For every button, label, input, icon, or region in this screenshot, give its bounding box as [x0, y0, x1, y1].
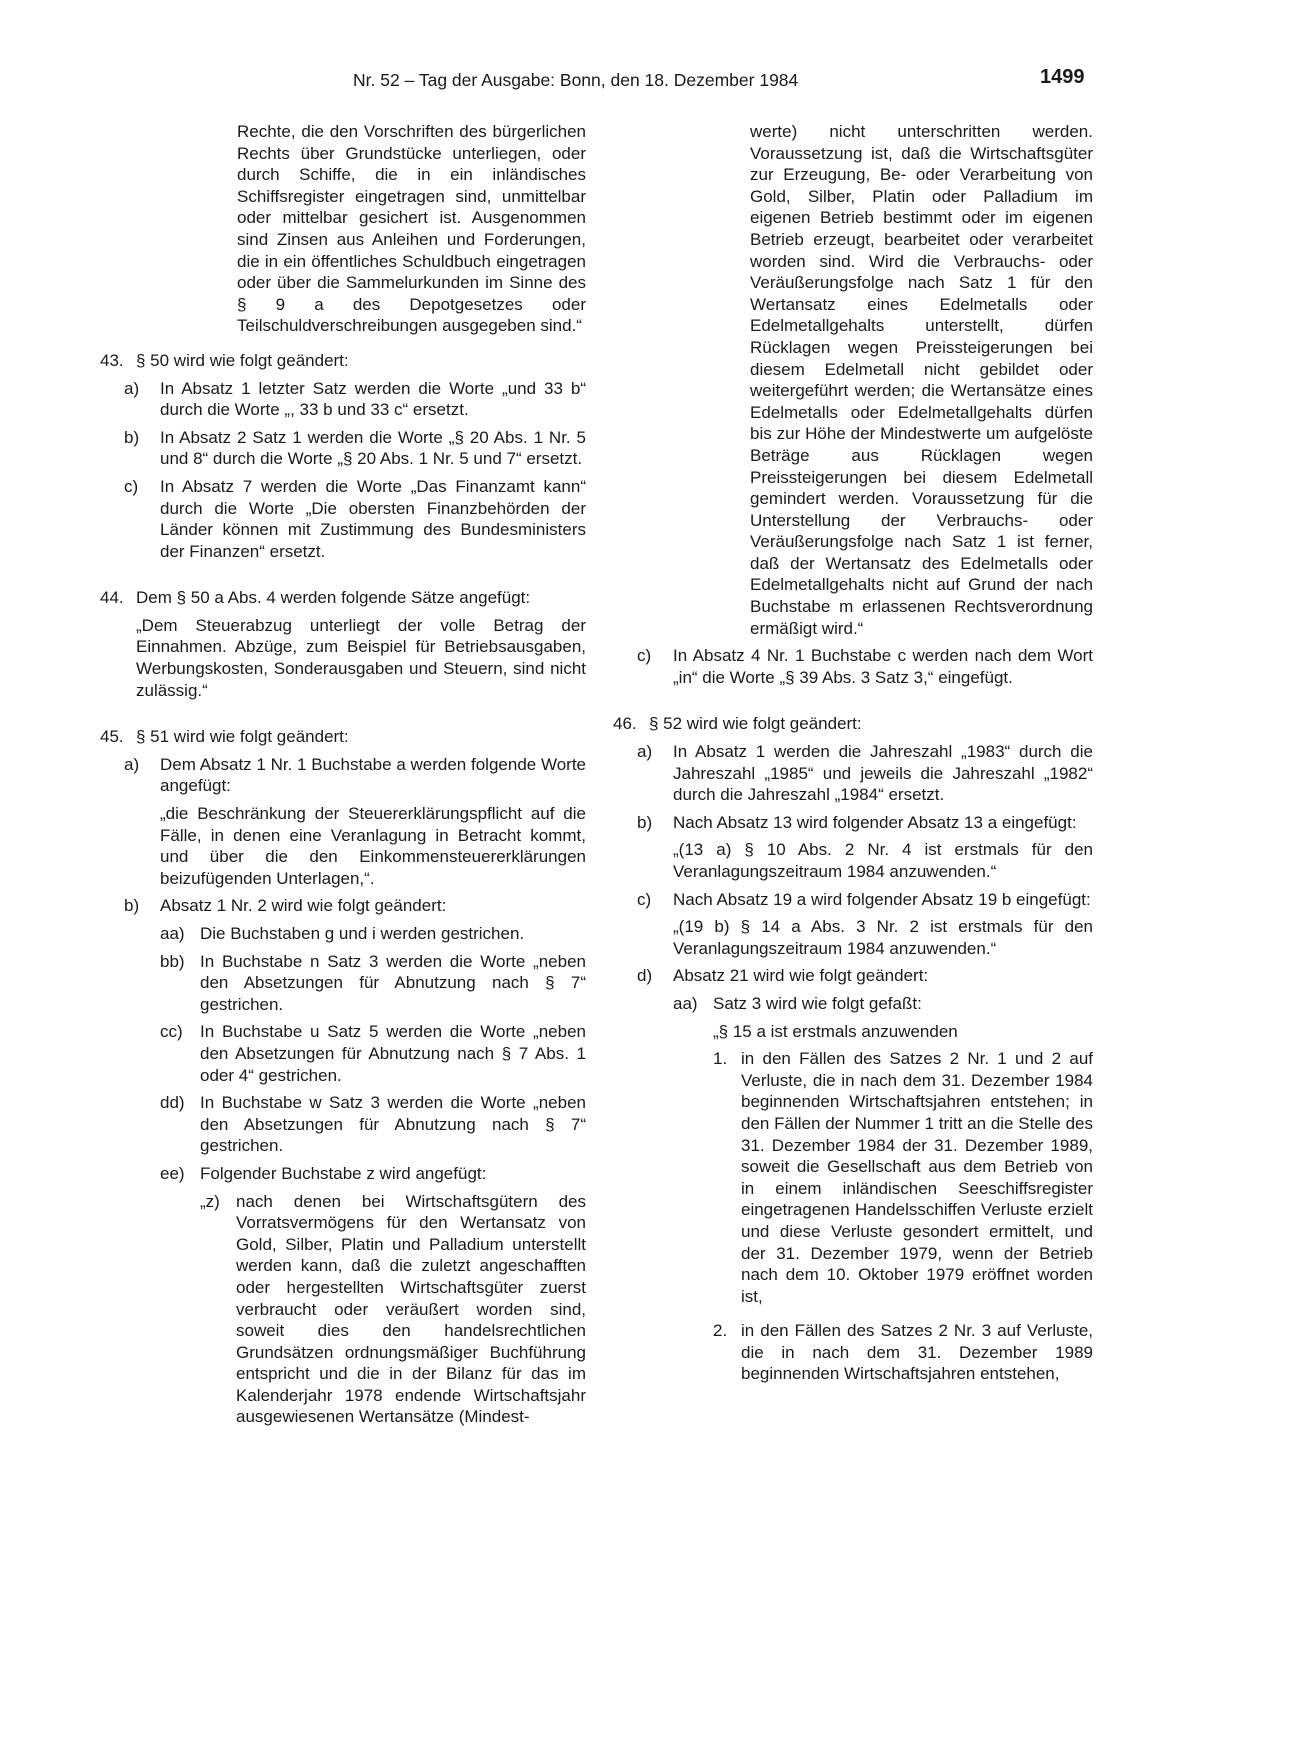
item-label: a) — [637, 742, 653, 762]
item-46-b — [637, 812, 1093, 834]
list-item-1 — [713, 1048, 1093, 1307]
item-45-b — [124, 895, 586, 917]
item-45-c — [637, 645, 1093, 688]
item-text: in den Fällen des Satzes 2 Nr. 3 auf Verluste, die in nach dem 31. Dezember 1989 beginnenden Wirtschaftsjahren entstehen, — [741, 1321, 1093, 1384]
section-text: § 52 wird wie folgt geändert: — [649, 714, 862, 734]
section-number: 45. — [100, 727, 124, 747]
section-46 — [613, 713, 1093, 735]
item-43-c — [124, 476, 586, 562]
item-label: c) — [637, 646, 652, 666]
section-text: § 51 wird wie folgt geändert: — [136, 727, 349, 747]
item-label: b) — [637, 812, 653, 832]
item-label: b) — [124, 896, 140, 916]
item-text: Absatz 21 wird wie folgt geändert: — [673, 966, 929, 986]
right-column — [613, 121, 1093, 1385]
item-label: 1. — [713, 1049, 728, 1069]
item-text: Folgender Buchstabe z wird angefügt: — [200, 1163, 487, 1183]
quote-44: „Dem Steuerabzug unterliegt der volle Betrag der Einnahmen. Abzüge, zum Beispiel für Betriebsausgaben, Werbungskosten, Sonderausgaben und Steuern, sind nicht zulässig.“ — [136, 615, 586, 700]
quote-45-a: „die Beschränkung der Steuererklärungspflicht auf die Fälle, in denen eine Veranlagung in Betracht kommt, und über die den Einkommensteuererklärungen beizufügenden Unterlagen,“. — [160, 804, 586, 888]
subitem-z — [200, 1191, 586, 1429]
item-text: Absatz 1 Nr. 2 wird wie folgt geändert: — [160, 896, 447, 916]
item-46-a — [637, 741, 1093, 806]
item-label: c) — [637, 889, 652, 909]
paragraph-continuation: Rechte, die den Vorschriften des bürgerlichen Rechts über Grundstücke unterliegen, oder durch Schiffe, die in ein inländisches Schiffsregister eingetragen sind, unmittelbar oder mittelbar gesichert ist. Ausgenommen sind Zinsen aus Anleihen und Forderungen, die in ein öffentliches Schuldbuch eingetragen oder über die Sammelurkunden im Sinne des § 9 a des Depotgesetzes oder Teilschuldverschreibungen ausgegeben sind.“ — [237, 122, 586, 336]
section-number: 46. — [613, 714, 637, 734]
item-label: 2. — [713, 1321, 728, 1341]
paragraph-continuation: werte) nicht unterschritten werden. Voraussetzung ist, daß die Wirtschaftsgüter zur Erzeugung, Be- oder Verarbeitung von Gold, Silber, Platin oder Palladium im eigenen Betrieb bestimmt oder im eigenen Betrieb erzeugt, bearbeitet oder verarbeitet worden sind. Wird die Verbrauchs- oder Veräußerungsfolge nach Satz 1 für den Wertansatz eines Edelmetalls oder Edelmetallgehalts unterstellt, dürfen Rücklagen wegen Preissteigerungen bei diesem Edelmetall nicht gebildet oder weitergeführt werden; die Wertansätze eines Edelmetalls oder Edelmetallgehalts dürfen bis zur Höhe der Mindestwerte um aufgelöste Beträge aus Rücklagen wegen Preissteigerungen bei diesem Edelmetall gemindert werden. Voraussetzung für die Unterstellung der Verbrauchs- oder Veräußerungsfolge nach Satz 1 ist ferner, daß der Wertansatz des Edelmetalls oder Edelmetallgehalts nicht auf Grund der nach Buchstabe m erlassenen Rechtsverordnung ermäßigt wird.“ — [750, 122, 1093, 638]
item-label: d) — [637, 966, 653, 986]
item-text: nach denen bei Wirtschaftsgütern des Vorratsvermögens für den Wertansatz von Gold, Silber, Platin und Palladium unterstellt werden kann, daß die zuletzt angeschafften oder hergestellten Wirtschaftsgüter zuerst verbraucht oder veräußert worden sind, soweit dies den handelsrechtlichen Grundsätzen ordnungsmäßiger Buchführung entspricht und die in der Bilanz für das im Kalenderjahr 1978 endende Wirtschaftsjahr ausgewiesenen Wertansätze (Mindest- — [236, 1191, 586, 1427]
item-label: aa) — [160, 924, 185, 943]
page-number: 1499 — [1040, 66, 1085, 88]
item-43-a — [124, 378, 586, 421]
item-text: In Absatz 7 werden die Worte „Das Finanzamt kann“ durch die Worte „Die obersten Finanzbehörden der Länder können mit Zustimmung des Bundesministers der Finanzen“ ersetzt. — [160, 476, 586, 561]
item-text: In Absatz 4 Nr. 1 Buchstabe c werden nach dem Wort „in“ die Worte „§ 39 Abs. 3 Satz 3,“ eingefügt. — [673, 646, 1093, 687]
item-43-b — [124, 427, 586, 470]
item-label: a) — [124, 754, 140, 774]
item-text: In Buchstabe n Satz 3 werden die Worte „neben den Absetzungen für Abnutzung nach § 7“ gestrichen. — [200, 951, 586, 1014]
left-column — [100, 121, 586, 1428]
subitem-46-aa — [673, 993, 1093, 1015]
item-label: dd) — [160, 1093, 185, 1113]
subitem-bb — [160, 951, 586, 1016]
item-label: ee) — [160, 1163, 185, 1183]
list-item-2 — [713, 1320, 1093, 1385]
item-text: In Absatz 1 werden die Jahreszahl „1983“ durch die Jahreszahl „1985“ und jeweils die Jahreszahl „1982“ durch die Jahreszahl „1984“ ersetzt. — [673, 742, 1093, 805]
item-label: b) — [124, 427, 140, 447]
section-number: 44. — [100, 588, 124, 608]
section-44 — [100, 587, 586, 609]
item-text: In Buchstabe w Satz 3 werden die Worte „neben den Absetzungen für Abnutzung nach § 7“ gestrichen. — [200, 1093, 586, 1156]
item-46-d — [637, 965, 1093, 987]
section-43 — [100, 350, 586, 372]
section-text: § 50 wird wie folgt geändert: — [136, 350, 349, 370]
quote-46-b: „(13 a) § 10 Abs. 2 Nr. 4 ist erstmals für den Veranlagungszeitraum 1984 anzuwenden.“ — [673, 840, 1093, 881]
item-label: „z) — [200, 1191, 220, 1211]
subitem-cc — [160, 1021, 586, 1086]
item-text: Dem Absatz 1 Nr. 1 Buchstabe a werden folgende Worte angefügt: — [160, 754, 586, 796]
item-text: Satz 3 wird wie folgt gefaßt: — [713, 993, 922, 1013]
item-45-a — [124, 754, 586, 797]
item-label: bb) — [160, 951, 185, 971]
item-text: In Buchstabe u Satz 5 werden die Worte „neben den Absetzungen für Abnutzung nach § 7 Abs. 1 oder 4“ gestrichen. — [200, 1022, 586, 1085]
subitem-ee — [160, 1163, 586, 1185]
subitem-aa — [160, 923, 586, 945]
item-label: aa) — [673, 993, 698, 1013]
item-text: In Absatz 2 Satz 1 werden die Worte „§ 20 Abs. 1 Nr. 5 und 8“ durch die Worte „§ 20 Abs. 1 Nr. 5 und 7“ ersetzt. — [160, 427, 586, 469]
section-45 — [100, 726, 586, 748]
item-label: a) — [124, 378, 140, 398]
item-label: cc) — [160, 1022, 183, 1042]
page-header-title: Nr. 52 – Tag der Ausgabe: Bonn, den 18. Dezember 1984 — [353, 70, 799, 90]
item-text: in den Fällen des Satzes 2 Nr. 1 und 2 auf Verluste, die in nach dem 31. Dezember 1984 beginnenden Wirtschaftsjahren entstehen; in den Fällen der Nummer 1 tritt an die Stelle des 31. Dezember 1984 der 31. Dezember 1989, soweit die Gesellschaft aus dem Betrieb von in einem inländischen Seeschiffsregister eingetragenen Handelsschiffen Verluste erzielt und diese Verluste gesondert ermittelt, und der 31. Dezember 1979, wenn der Betrieb nach dem 10. Oktober 1979 eröffnet worden ist, — [741, 1049, 1093, 1306]
item-text: Nach Absatz 13 wird folgender Absatz 13 a eingefügt: — [673, 812, 1077, 832]
item-label: c) — [124, 476, 139, 496]
quote-46-aa: „§ 15 a ist erstmals anzuwenden — [713, 1021, 958, 1041]
item-text: In Absatz 1 letzter Satz werden die Worte „und 33 b“ durch die Worte „, 33 b und 33 c“ ersetzt. — [160, 378, 586, 420]
section-text: Dem § 50 a Abs. 4 werden folgende Sätze angefügt: — [136, 588, 531, 608]
item-text: Nach Absatz 19 a wird folgender Absatz 19 b eingefügt: — [673, 889, 1091, 909]
item-46-c — [637, 889, 1093, 911]
quote-46-c: „(19 b) § 14 a Abs. 3 Nr. 2 ist erstmals für den Veranlagungszeitraum 1984 anzuwenden.“ — [673, 917, 1093, 958]
subitem-dd — [160, 1092, 586, 1157]
section-number: 43. — [100, 350, 124, 370]
item-text: Die Buchstaben g und i werden gestrichen. — [200, 924, 525, 943]
